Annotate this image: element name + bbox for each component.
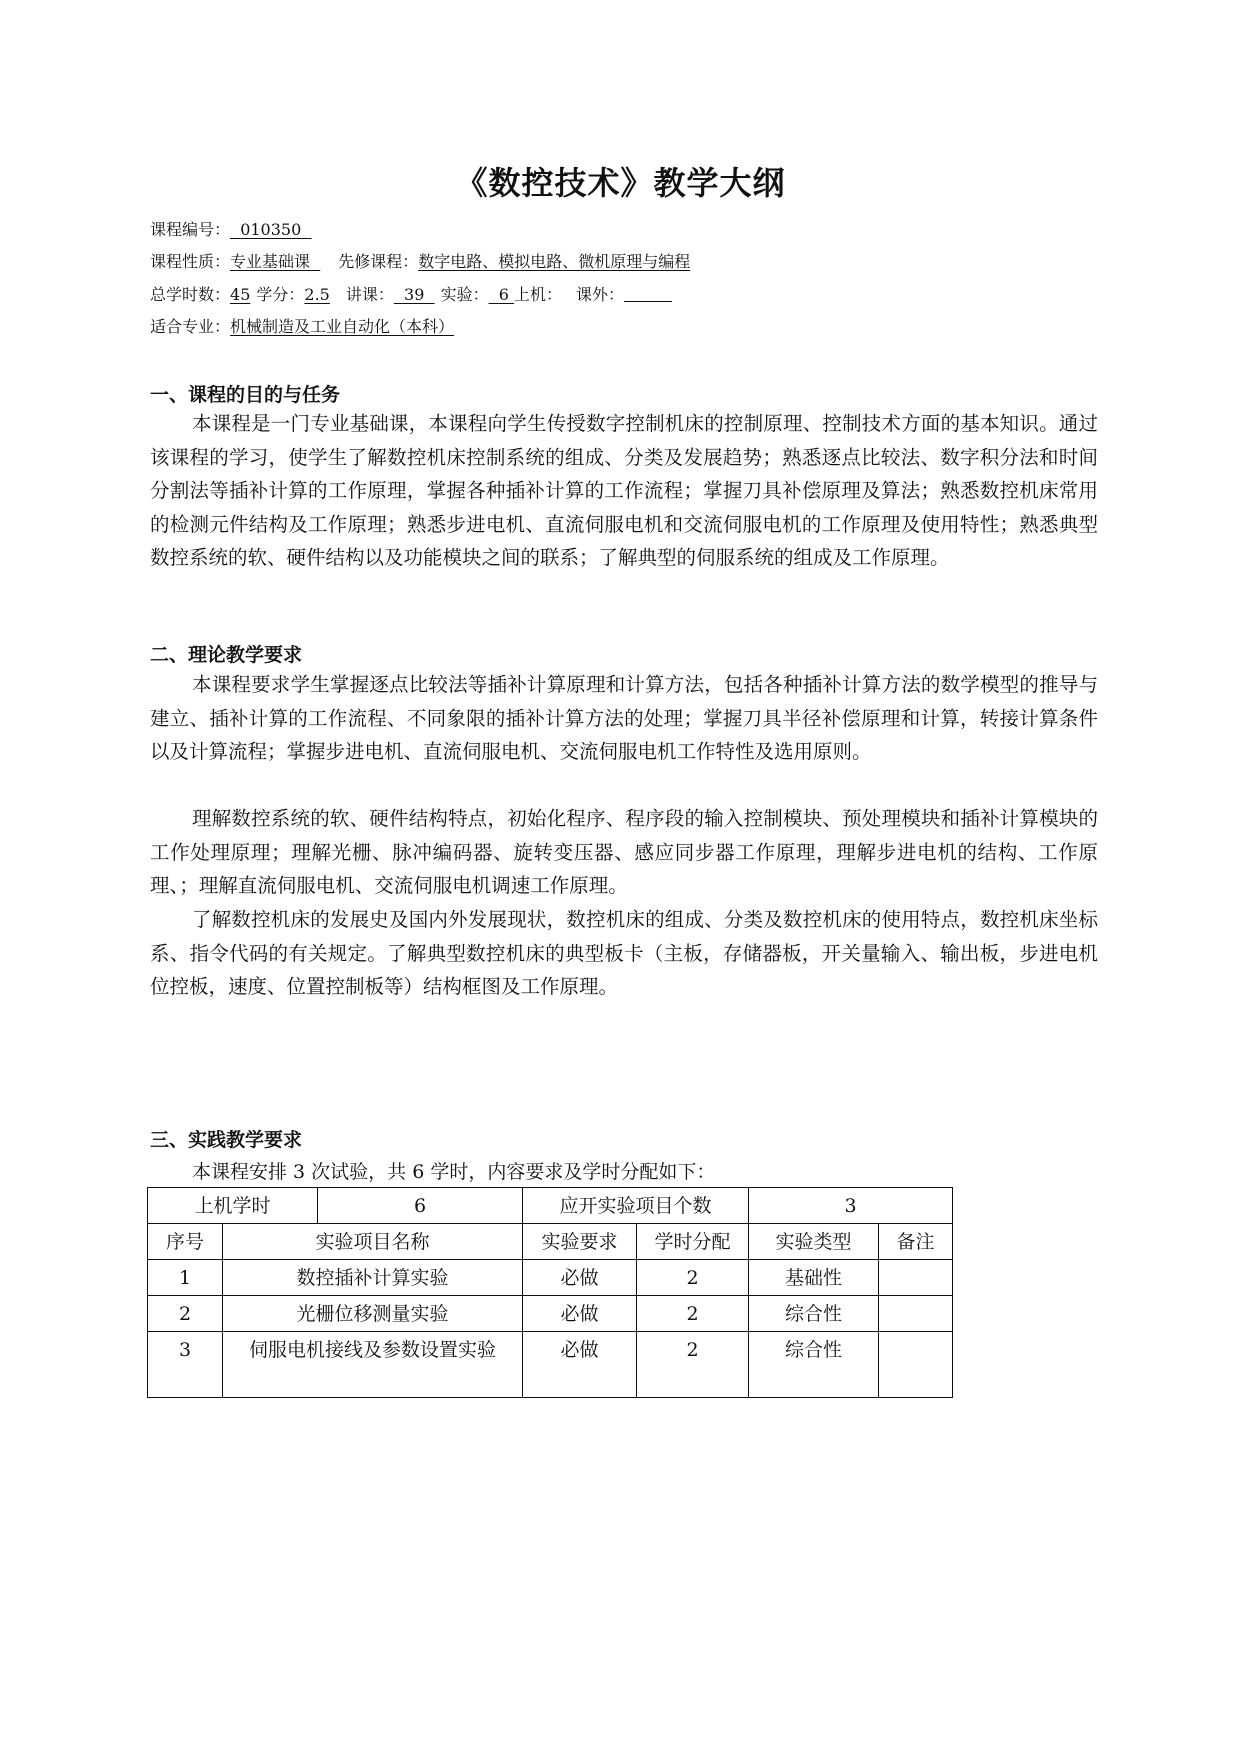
prereq-value: 数字电路、模拟电路、微机原理与编程 xyxy=(418,252,691,271)
summary-hours-value: 6 xyxy=(318,1188,523,1224)
section-2-paragraph-3: 了解数控机床的发展史及国内外发展现状，数控机床的组成、分类及数控机床的使用特点，数控机床坐标系、指令代码的有关规定。了解典型数控机床的典型板卡（主板，存储器板，开关量输入、输出板，步进电机位控板，速度、位置控制板等）结构框图及工作原理。 xyxy=(150,908,1098,998)
row-number: 3 xyxy=(148,1332,223,1398)
header-cell: 实验项目名称 xyxy=(223,1224,523,1260)
document-title: 《数控技术》教学大纲 xyxy=(455,164,786,202)
row-type: 基础性 xyxy=(749,1260,879,1296)
credit-label: 学分： xyxy=(256,285,305,304)
nature-label: 课程性质： xyxy=(150,252,231,271)
header-cell: 备注 xyxy=(879,1224,953,1260)
summary-hours-label: 上机学时 xyxy=(148,1188,318,1224)
row-requirement: 必做 xyxy=(523,1332,637,1398)
section-1-heading: 一、课程的目的与任务 xyxy=(150,384,341,406)
computer-label: 上机： xyxy=(514,285,563,304)
lab-value: 6 xyxy=(498,285,509,304)
major-line xyxy=(150,317,454,337)
row-note xyxy=(879,1296,953,1332)
row-requirement: 必做 xyxy=(523,1260,637,1296)
row-type: 综合性 xyxy=(749,1332,879,1398)
row-number: 2 xyxy=(148,1296,223,1332)
table-row xyxy=(148,1260,953,1296)
prereq-label: 先修课程： xyxy=(338,252,419,271)
table-row xyxy=(148,1332,953,1398)
row-requirement: 必做 xyxy=(523,1296,637,1332)
row-hours: 2 xyxy=(637,1332,749,1398)
row-project-name: 伺服电机接线及参数设置实验 xyxy=(223,1332,523,1398)
major-value: 机械制造及工业自动化（本科） xyxy=(230,317,455,336)
summary-projects-value: 3 xyxy=(749,1188,953,1224)
course-code-value: 010350 xyxy=(240,220,302,239)
row-project-name: 数控插补计算实验 xyxy=(223,1260,523,1296)
hours-line xyxy=(150,285,672,305)
header-cell: 实验类型 xyxy=(749,1224,879,1260)
lab-plan-table xyxy=(147,1187,953,1398)
lecture-label: 讲课： xyxy=(345,285,394,304)
header-cell: 实验要求 xyxy=(523,1224,637,1260)
row-project-name: 光栅位移测量实验 xyxy=(223,1296,523,1332)
course-nature-line xyxy=(150,252,690,272)
row-type: 综合性 xyxy=(749,1296,879,1332)
row-note xyxy=(879,1260,953,1296)
nature-value: 专业基础课 xyxy=(230,252,311,271)
section-2-paragraph-1: 本课程要求学生掌握逐点比较法等插补计算原理和计算方法，包括各种插补计算方法的数学模型的推导与建立、插补计算的工作流程、不同象限的插补计算方法的处理；掌握刀具半径补偿原理和计算，转接计算条件以及计算流程；掌握步进电机、直流伺服电机、交流伺服电机工作特性及选用原则。 xyxy=(150,673,1098,763)
credit-value: 2.5 xyxy=(304,285,330,304)
section-1-paragraph: 本课程是一门专业基础课，本课程向学生传授数字控制机床的控制原理、控制技术方面的基本知识。通过该课程的学习，使学生了解数控机床控制系统的组成、分类及发展趋势；熟悉逐点比较法、数字积分法和时间分割法等插补计算的工作原理，掌握各种插补计算的工作流程；掌握刀具补偿原理及算法；熟悉数控机床常用的检测元件结构及工作原理；熟悉步进电机、直流伺服电机和交流伺服电机的工作原理及使用特性；熟悉典型数控系统的软、硬件结构以及功能模块之间的联系；了解典型的伺服系统的组成及工作原理。 xyxy=(150,412,1098,569)
section-2-paragraph-2: 理解数控系统的软、硬件结构特点，初始化程序、程序段的输入控制模块、预处理模块和插补计算模块的工作处理原理；理解光栅、脉冲编码器、旋转变压器、感应同步器工作原理，理解步进电机的结构、工作原理、；理解直流伺服电机、交流伺服电机调速工作原理。 xyxy=(150,807,1098,897)
hours-value: 45 xyxy=(230,285,251,304)
lecture-value: 39 xyxy=(404,285,425,304)
header-cell: 学时分配 xyxy=(637,1224,749,1260)
section-3-intro: 本课程安排 3 次试验，共 6 学时，内容要求及学时分配如下： xyxy=(192,1161,716,1183)
section-3-heading: 三、实践教学要求 xyxy=(150,1129,303,1151)
row-hours: 2 xyxy=(637,1296,749,1332)
course-code-line xyxy=(150,220,311,240)
lab-label: 实验： xyxy=(440,285,489,304)
row-hours: 2 xyxy=(637,1260,749,1296)
section-2-heading: 二、理论教学要求 xyxy=(150,644,303,666)
row-number: 1 xyxy=(148,1260,223,1296)
header-cell: 序号 xyxy=(148,1224,223,1260)
row-note xyxy=(879,1332,953,1398)
extra-label: 课外： xyxy=(576,285,625,304)
table-header-row xyxy=(148,1224,953,1260)
summary-projects-label: 应开实验项目个数 xyxy=(523,1188,749,1224)
hours-label: 总学时数： xyxy=(150,285,231,304)
course-code-label: 课程编号： xyxy=(150,220,231,239)
table-row xyxy=(148,1296,953,1332)
major-label: 适合专业： xyxy=(150,317,231,336)
table-summary-row xyxy=(148,1188,953,1224)
extra-hours-blank xyxy=(624,287,672,302)
